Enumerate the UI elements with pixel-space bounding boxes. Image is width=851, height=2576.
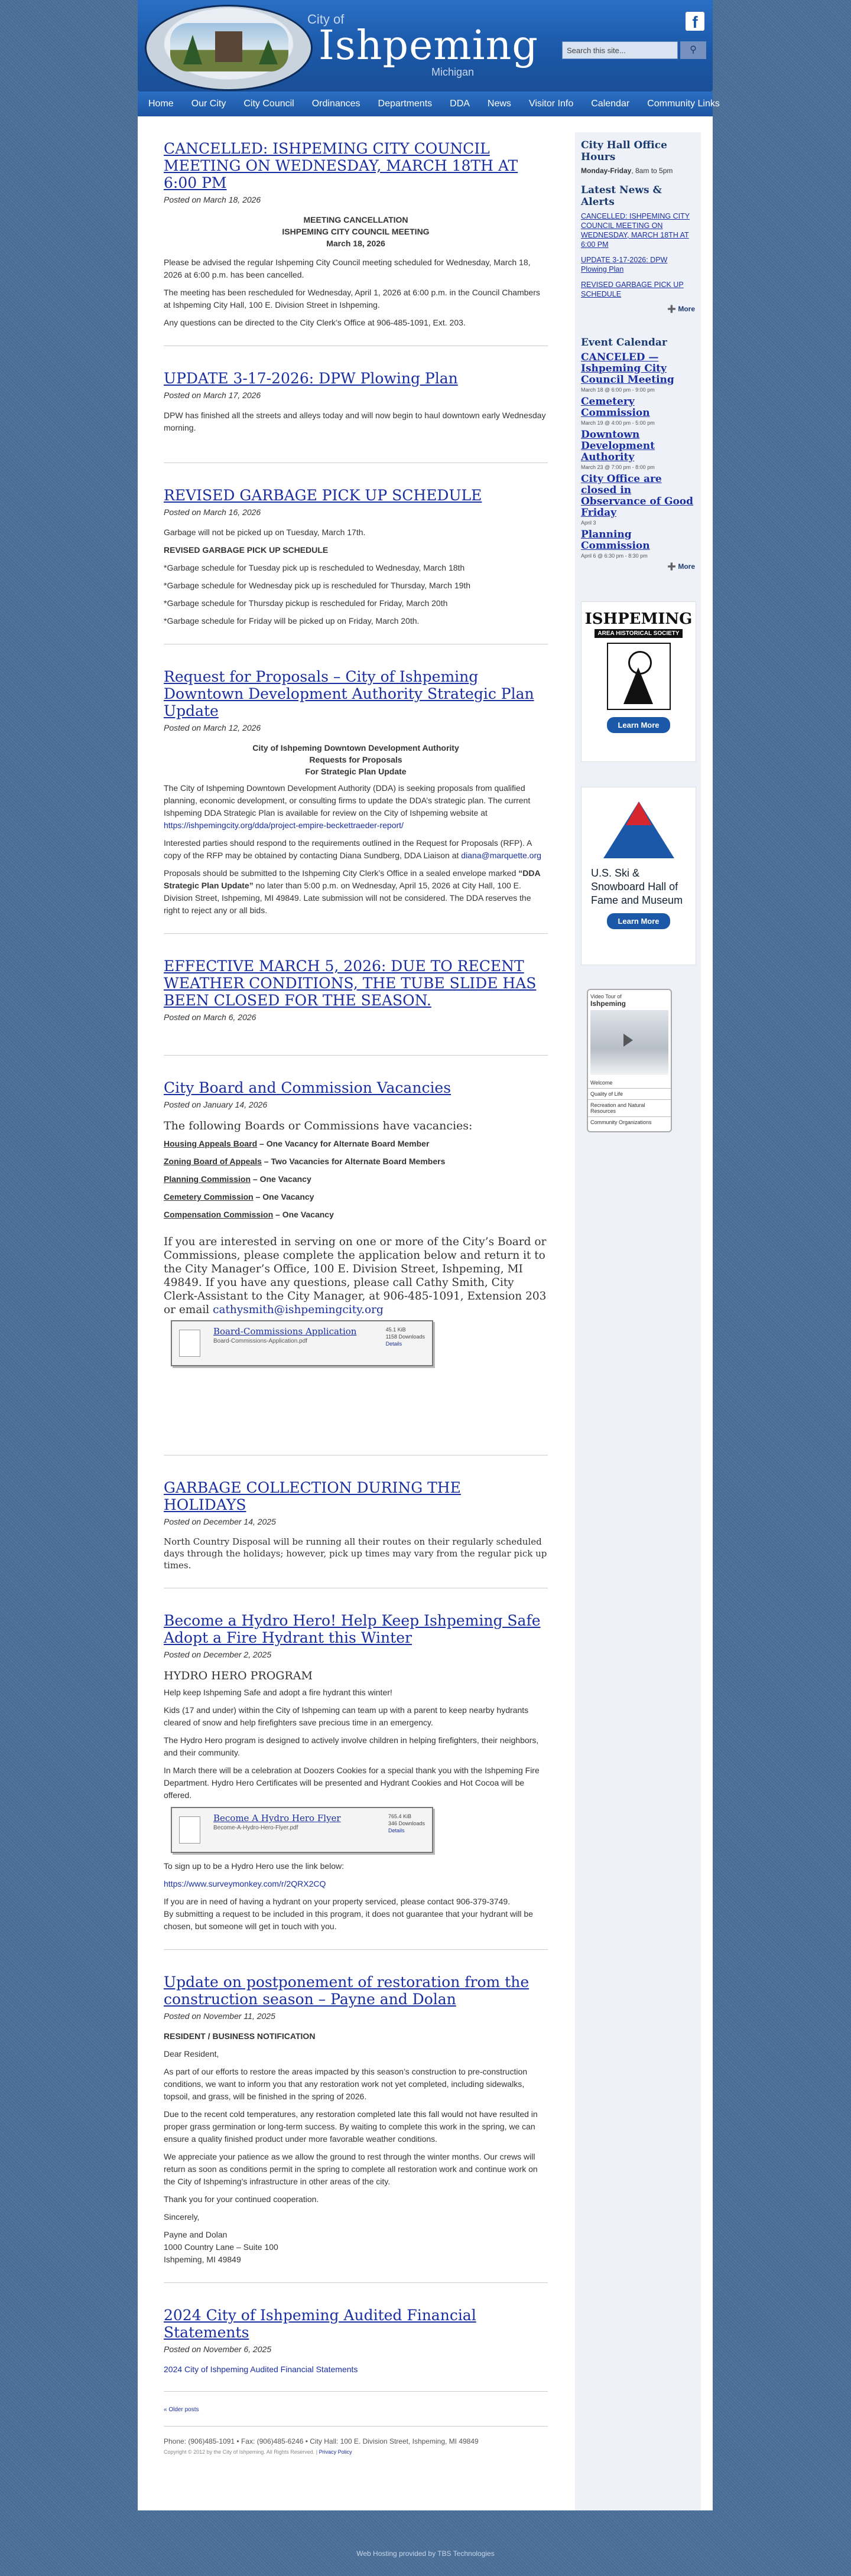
vacancy-item — [164, 1191, 548, 1203]
download-link[interactable]: Board-Commissions Application — [213, 1326, 357, 1337]
site-header — [138, 0, 713, 92]
office-hours-days: Monday-Friday — [581, 167, 632, 175]
privacy-link[interactable]: Privacy Policy — [319, 2449, 352, 2455]
video-tour-title — [588, 990, 671, 1009]
file-name: Become-A-Hydro-Hero-Flyer.pdf — [213, 1825, 298, 1831]
video-menu-item[interactable]: Recreation and Natural Resources — [588, 1100, 671, 1117]
signature-line: Ishpeming, MI 49849 — [164, 2255, 241, 2264]
post-date: Posted on December 2, 2025 — [164, 1650, 272, 1659]
post-date: Posted on March 17, 2026 — [164, 390, 261, 400]
post — [164, 1612, 548, 1933]
download-card — [171, 1807, 433, 1853]
post-text: Thank you for your continued cooperation. — [164, 2194, 319, 2204]
headframe-tower — [623, 667, 653, 704]
post-text: REVISED GARBAGE PICK UP SCHEDULE — [164, 545, 329, 555]
post-text: Please be advised the regular Ishpeming City Council meeting scheduled for Wednesday, March 18, 2026 at 6:00 p.m. has been cancelled. — [164, 258, 531, 279]
vacancy-item — [164, 1173, 548, 1186]
office-hours-text — [581, 167, 695, 175]
event-time: March 19 @ 4:00 pm - 5:00 pm — [581, 420, 655, 426]
post-title[interactable]: 2024 City of Ishpeming Audited Financial Statements — [164, 2307, 476, 2341]
email-link[interactable]: diana@marquette.org — [461, 851, 541, 860]
post-date: Posted on March 18, 2026 — [164, 195, 261, 204]
divider — [164, 2391, 548, 2392]
post — [164, 958, 548, 1022]
post-text: North Country Disposal will be running all their routes on their regularly scheduled days through the holidays; however, pick up times may vary from the regular pick up times. — [164, 1536, 547, 1571]
nav-home[interactable]: Home — [148, 99, 174, 109]
file-meta — [388, 1813, 425, 1834]
divider — [164, 2426, 548, 2427]
copyright-text: Copyright © 2012 by the City of Ishpeming. All Rights Reserved. | — [164, 2449, 319, 2455]
details-link[interactable]: Details — [385, 1341, 402, 1347]
post-text: As part of our efforts to restore the areas impacted by this season’s construction to pre-construction conditions, we want to inform you that any restoration work not yet completed, including sidewalks, topsoil, and grass, will be finished in the spring of 2026. — [164, 2067, 528, 2101]
signature-line: Payne and Dolan — [164, 2230, 228, 2239]
post-text-span: If you are interested in serving on one or more of the City’s Board or Commissions, please complete the application below and return it to the City Manager’s Office, 100 E. Division Street, Ishpeming, MI 49849. If you have any questions, please call Cathy Smith, City Clerk-Assistant to the City Manager, at 906-485-1091, Extension 203 or email — [164, 1236, 547, 1316]
post-text: *Garbage schedule for Friday will be picked up on Friday, March 20th. — [164, 616, 420, 626]
post — [164, 668, 548, 917]
financial-statements-link[interactable]: 2024 City of Ishpeming Audited Financial Statements — [164, 2365, 358, 2374]
video-tour-widget — [587, 989, 672, 1132]
post — [164, 1079, 548, 1366]
nav-calendar[interactable]: Calendar — [591, 99, 630, 109]
facebook-icon[interactable]: f — [686, 12, 704, 31]
file-name: Board-Commissions-Application.pdf — [213, 1338, 307, 1344]
more-label: More — [678, 562, 695, 571]
vacancy-board: Zoning Board of Appeals — [164, 1157, 262, 1166]
post-text-span: no later than 5:00 p.m. on Wednesday, April 15, 2026 at City Hall, 100 E. Division Street, Ishpeming, MI 49849. Late submission will not be considered. The DDA reserves the right to reject any or all bids. — [164, 881, 531, 915]
event-time: March 18 @ 6:00 pm - 9:00 pm — [581, 387, 655, 393]
logo-tree — [259, 40, 278, 64]
post-text: *Garbage schedule for Tuesday pick up is rescheduled to Wednesday, March 18th — [164, 563, 465, 572]
post-title[interactable]: CANCELLED: ISHPEMING CITY COUNCIL MEETING ON WEDNESDAY, MARCH 18TH AT 6:00 PM — [164, 140, 518, 191]
post — [164, 1479, 548, 1571]
post-date: Posted on November 6, 2025 — [164, 2344, 272, 2354]
nav-dda[interactable]: DDA — [450, 99, 470, 109]
post-text — [164, 2229, 548, 2266]
post — [164, 2307, 548, 2376]
vacancy-detail: – One Vacancy — [253, 1192, 314, 1201]
office-hours — [575, 132, 701, 182]
event-calendar-title: Event Calendar — [581, 337, 667, 349]
footer-copyright — [164, 2449, 548, 2455]
post-date: Posted on January 14, 2026 — [164, 1100, 268, 1109]
news-link[interactable]: CANCELLED: ISHPEMING CITY COUNCIL MEETING ON WEDNESDAY, MARCH 18TH AT 6:00 PM — [581, 212, 690, 249]
office-hours-title: City Hall Office Hours — [581, 139, 667, 163]
main-column — [164, 140, 548, 2455]
learn-more-button[interactable]: Learn More — [607, 717, 670, 733]
post-text: To sign up to be a Hydro Hero use the link below: — [164, 1861, 345, 1871]
post-text — [164, 837, 548, 862]
post-text-span: Proposals should be submitted to the Ishpeming City Clerk’s Office in a sealed envelope marked — [164, 868, 519, 878]
vacancy-item — [164, 1155, 548, 1168]
post-text — [164, 1896, 548, 1933]
post-text-span: By submitting a request to be included in this program, it does not guarantee that your hydrant will be chosen, but someone will get in touch with you. — [164, 1909, 533, 1931]
post-title[interactable]: City Board and Commission Vacancies — [164, 1079, 452, 1096]
event-link[interactable]: Downtown Development Authority — [581, 429, 655, 463]
sidebar — [575, 132, 701, 2510]
post-text: *Garbage schedule for Thursday pickup is rescheduled for Friday, March 20th — [164, 598, 448, 608]
more-label: More — [678, 305, 695, 313]
post-text: Due to the recent cold temperatures, any restoration completed late this fall would not have resulted in proper grass germination or long-term success. By waiting to complete this work in the spring, we can ensure a quality finished product under more favorable weather conditions. — [164, 2109, 538, 2144]
content-panel — [138, 116, 713, 2510]
video-thumbnail[interactable] — [590, 1010, 668, 1075]
survey-link[interactable]: https://www.surveymonkey.com/r/2QRX2CQ — [164, 1879, 326, 1888]
download-count: 1158 Downloads — [385, 1334, 425, 1340]
city-logo[interactable] — [145, 5, 313, 91]
historical-society-ad[interactable] — [581, 601, 696, 762]
play-icon — [623, 1034, 633, 1047]
vacancy-board: Planning Commission — [164, 1174, 251, 1184]
post — [164, 1973, 548, 2266]
file-size: 45.1 KiB — [385, 1327, 406, 1333]
video-tour-title-b: Ishpeming — [590, 999, 626, 1008]
event-link[interactable]: Planning Commission — [581, 529, 650, 552]
post-text — [164, 867, 548, 917]
nav-city-council[interactable]: City Council — [243, 99, 294, 109]
post-subheading: HYDRO HERO PROGRAM — [164, 1669, 313, 1682]
search-icon: ⚲ — [690, 45, 697, 55]
nav-news[interactable]: News — [487, 99, 511, 109]
post-text: Kids (17 and under) within the City of Ishpeming can team up with a parent to keep nearby hydrants cleared of snow and help firefighters save precious time in an emergency. — [164, 1705, 529, 1727]
event-link[interactable]: CANCELED — Ishpeming City Council Meeting — [581, 351, 674, 386]
video-menu-item[interactable]: Community Organizations — [590, 1119, 652, 1125]
ski-logo-stripe — [626, 802, 652, 825]
event-link[interactable]: City Office are closed in Observance of Good Friday — [581, 473, 694, 519]
page-wrapper — [138, 0, 720, 2455]
nav-our-city[interactable]: Our City — [191, 99, 226, 109]
post-text: The Hydro Hero program is designed to actively involve children in helping firefighters, their neighbors, and their community. — [164, 1735, 539, 1757]
ad-subtitle: AREA HISTORICAL SOCIETY — [595, 629, 683, 638]
post-text-span: If you are in need of having a hydrant on your property serviced, please contact 906-379-3749. — [164, 1897, 511, 1906]
logo-tree — [183, 35, 202, 64]
state-label: Michigan — [431, 66, 475, 78]
latest-news — [575, 182, 701, 320]
nav-visitor-info[interactable]: Visitor Info — [528, 99, 574, 109]
vacancy-board: Cemetery Commission — [164, 1192, 254, 1201]
post-title[interactable]: Become a Hydro Hero! Help Keep Ishpeming Safe Adopt a Fire Hydrant this Winter — [164, 1612, 541, 1646]
post-text: We appreciate your patience as we allow the ground to rest through the winter months. Our crews will return as soon as conditions permit in the spring to complete all restoration work and continue work on the City of Ishpeming’s infrastructure in other areas of the city. — [164, 2152, 538, 2186]
nav-ordinances[interactable]: Ordinances — [311, 99, 360, 109]
vacancy-detail: – One Vacancy — [273, 1210, 334, 1219]
city-of-label: City of — [307, 12, 345, 27]
news-link[interactable]: REVISED GARBAGE PICK UP SCHEDULE — [581, 281, 684, 298]
post-text: March 18, 2026 — [326, 239, 385, 248]
video-tour-title-a: Video Tour of — [590, 994, 622, 999]
hosting-credit[interactable]: Web Hosting provided by TBS Technologies — [356, 2549, 495, 2558]
post-text: The meeting has been rescheduled for Wednesday, April 1, 2026 at 6:00 p.m. in the Council Chambers at Ishpeming City Hall, 100 E. Division Street in Ishpeming. — [164, 288, 540, 310]
post-text: RESIDENT / BUSINESS NOTIFICATION — [164, 2031, 316, 2041]
post-title[interactable]: GARBAGE COLLECTION DURING THE HOLIDAYS — [164, 1479, 461, 1513]
post-title[interactable]: Update on postponement of restoration from the construction season – Payne and Dolan — [164, 1973, 530, 2008]
post-date: Posted on December 14, 2025 — [164, 1517, 276, 1526]
logo-scene — [170, 23, 288, 71]
download-link[interactable]: Become A Hydro Hero Flyer — [213, 1813, 341, 1823]
dda-plan-link[interactable]: https://ishpemingcity.org/dda/project-empire-beckettraeder-report/ — [164, 820, 404, 830]
latest-news-title: Latest News & Alerts — [581, 184, 662, 208]
divider — [164, 1055, 548, 1056]
post-date: Posted on March 16, 2026 — [164, 507, 261, 517]
post — [164, 370, 548, 434]
learn-more-button[interactable]: Learn More — [607, 913, 670, 929]
post-title[interactable]: UPDATE 3-17-2026: DPW Plowing Plan — [164, 370, 458, 387]
post-text — [164, 1878, 548, 1890]
news-more-button[interactable] — [581, 305, 695, 313]
post-title[interactable]: REVISED GARBAGE PICK UP SCHEDULE — [164, 487, 482, 504]
post-text — [164, 782, 548, 832]
vacancy-detail: – One Vacancy — [251, 1174, 311, 1184]
post-text: MEETING CANCELLATION — [303, 215, 408, 224]
vacancy-item — [164, 1138, 548, 1150]
nav-community-links[interactable]: Community Links — [647, 99, 720, 109]
download-count: 346 Downloads — [388, 1821, 425, 1826]
city-name[interactable]: Ishpeming — [319, 22, 538, 69]
office-hours-time: , 8am to 5pm — [631, 167, 673, 175]
divider — [164, 933, 548, 934]
logo-building — [215, 31, 242, 62]
post-text: DPW has finished all the streets and alleys today and will now begin to haul downtown early Wednesday morning. — [164, 411, 546, 432]
events-more-button[interactable] — [581, 562, 695, 571]
plus-icon: ➕ — [667, 562, 676, 571]
post — [164, 140, 548, 329]
ad-title: ISHPEMING — [584, 610, 693, 628]
pdf-icon — [179, 1816, 200, 1844]
post-text: For Strategic Plan Update — [305, 767, 407, 776]
post-text: Garbage will not be picked up on Tuesday, March 17th. — [164, 527, 366, 537]
post-text — [164, 2363, 548, 2376]
post-text: Help keep Ishpeming Safe and adopt a fire hydrant this winter! — [164, 1688, 392, 1697]
event-time: April 3 — [581, 520, 596, 526]
ski-hall-of-fame-ad[interactable] — [581, 787, 696, 965]
plus-icon: ➕ — [667, 305, 676, 313]
footer-contact: Phone: (906)485-1091 • Fax: (906)485-6246 • City Hall: 100 E. Division Street, Ishpeming, MI 49849 — [164, 2437, 479, 2445]
news-link[interactable]: UPDATE 3-17-2026: DPW Plowing Plan — [581, 256, 668, 273]
post-text: ISHPEMING CITY COUNCIL MEETING — [282, 227, 430, 236]
search-input[interactable]: Search this site... — [562, 41, 678, 59]
file-meta — [386, 1326, 425, 1347]
vacancy-board: Housing Appeals Board — [164, 1139, 258, 1148]
older-posts-link[interactable]: « Older posts — [164, 2406, 199, 2413]
post-text-bold: “DDA Strategic Plan Update” — [164, 868, 541, 890]
post-callout — [164, 1235, 548, 1317]
nav-departments[interactable]: Departments — [378, 99, 433, 109]
post — [164, 487, 548, 627]
pdf-icon — [179, 1330, 200, 1357]
download-card — [171, 1320, 433, 1366]
ski-logo-icon — [603, 796, 674, 861]
vacancy-item — [164, 1209, 548, 1221]
file-size: 765.4 KiB — [388, 1813, 411, 1819]
vacancy-board: Compensation Commission — [164, 1210, 274, 1219]
event-link[interactable]: Cemetery Commission — [581, 396, 650, 419]
divider — [164, 1949, 548, 1950]
post-text: Any questions can be directed to the City Clerk’s Office at 906-485-1091, Ext. 203. — [164, 318, 466, 327]
vacancy-detail: – One Vacancy for Alternate Board Member — [257, 1139, 430, 1148]
ad-text: U.S. Ski & Snowboard Hall of Fame and Museum — [591, 867, 683, 906]
post-text-span: The City of Ishpeming Downtown Development Authority (DDA) is seeking proposals from qualified planning, economic development, or consulting firms to update the DDA’s strategic plan. The current Ishpeming DDA Strategic Plan is available for review on the City of Ishpeming website at — [164, 783, 531, 818]
video-menu-item[interactable]: Welcome — [588, 1077, 671, 1089]
search-button[interactable] — [680, 41, 706, 59]
details-link[interactable]: Details — [388, 1828, 405, 1834]
post-subheading: The following Boards or Commissions have vacancies: — [164, 1119, 473, 1132]
post-text: Sincerely, — [164, 2212, 200, 2222]
post-date: Posted on November 11, 2025 — [164, 2011, 275, 2021]
post-title[interactable]: Request for Proposals – City of Ishpeming Downtown Development Authority Strategic Plan Update — [164, 668, 534, 719]
headframe-icon — [607, 643, 671, 710]
post-text: City of Ishpeming Downtown Development Authority — [252, 743, 459, 753]
post-text-span: Interested parties should respond to the requirements outlined in the Request for Proposals (RFP). A copy of the RFP may be obtained by contacting Diana Sundberg, DDA Liaison at — [164, 838, 532, 860]
post-text: *Garbage schedule for Wednesday pick up is rescheduled for Thursday, March 19th — [164, 581, 471, 590]
event-time: April 6 @ 6:30 pm - 8:30 pm — [581, 553, 648, 559]
post-date: Posted on March 6, 2026 — [164, 1012, 256, 1022]
post-text: Requests for Proposals — [309, 755, 402, 764]
signature-line: 1000 Country Lane – Suite 100 — [164, 2242, 278, 2252]
event-calendar — [575, 320, 701, 578]
email-link[interactable]: cathysmith@ishpemingcity.org — [213, 1304, 384, 1316]
vacancy-detail: – Two Vacancies for Alternate Board Members — [261, 1157, 446, 1166]
post-text: In March there will be a celebration at Doozers Cookies for a special thank you with the Ishpeming Fire Department. Hydro Hero Certificates will be presented and Hydrant Cookies and Hot Cocoa will be offered. — [164, 1766, 540, 1800]
event-time: March 23 @ 7:00 pm - 8:00 pm — [581, 464, 655, 470]
post-text: Dear Resident, — [164, 2049, 219, 2059]
main-nav — [138, 92, 720, 116]
video-menu-item[interactable]: Quality of Life — [588, 1089, 671, 1100]
divider — [164, 2282, 548, 2283]
post-date: Posted on March 12, 2026 — [164, 723, 261, 732]
post-title[interactable]: EFFECTIVE MARCH 5, 2026: DUE TO RECENT WEATHER CONDITIONS, THE TUBE SLIDE HAS BEEN CLOSED FOR THE SEASON. — [164, 958, 537, 1009]
